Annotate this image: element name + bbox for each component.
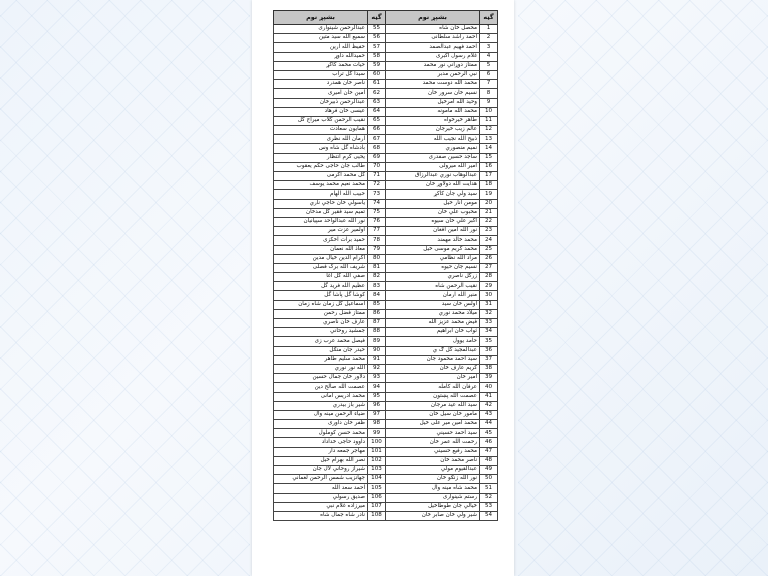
row-number-left: 97 [368, 410, 386, 419]
table-row [274, 337, 498, 346]
row-number-left: 65 [368, 116, 386, 125]
row-name-right: امیر خان [386, 374, 480, 383]
table-row [274, 153, 498, 162]
row-name-right: طاهر خیرخواه [386, 116, 480, 125]
row-name-left: عیسی خان فرهاد [274, 107, 368, 116]
row-name-left: اسماعیل گل زمان شاه زمان [274, 300, 368, 309]
row-number-left: 59 [368, 61, 386, 70]
row-number-left: 98 [368, 420, 386, 429]
row-number-left: 101 [368, 447, 386, 456]
table-body [274, 25, 498, 521]
row-number-right: 36 [480, 346, 498, 355]
table-row [274, 43, 498, 52]
row-name-right: ساجد حسین صفدری [386, 153, 480, 162]
row-name-left: عبدالرحمن شینواری [274, 25, 368, 34]
row-number-right: 9 [480, 98, 498, 107]
row-name-right: فیض محمد عزیز الله [386, 319, 480, 328]
row-number-right: 37 [480, 355, 498, 364]
row-name-left: امین خان امیری [274, 89, 368, 98]
row-name-left: سمیع الله سید متین [274, 34, 368, 43]
table-row [274, 364, 498, 373]
row-number-right: 41 [480, 392, 498, 401]
row-number-left: 72 [368, 181, 386, 190]
row-name-left: نور الله عبدالواحد سپیانیان [274, 217, 368, 226]
row-number-right: 53 [480, 502, 498, 511]
row-name-right: وحید الله امرخیل [386, 98, 480, 107]
row-number-right: 51 [480, 484, 498, 493]
table-row [274, 217, 498, 226]
row-name-right: سید الله عید مرجان [386, 401, 480, 410]
table-row [274, 511, 498, 520]
row-number-right: 47 [480, 447, 498, 456]
row-name-right: ذبیح الله نجیب الله [386, 135, 480, 144]
row-number-left: 74 [368, 199, 386, 208]
row-number-left: 108 [368, 511, 386, 520]
row-number-left: 61 [368, 80, 386, 89]
row-number-right: 50 [480, 475, 498, 484]
row-number-left: 106 [368, 493, 386, 502]
row-name-left: حمید برات اخکزی [274, 236, 368, 245]
row-name-right: نمیم منصوري [386, 144, 480, 153]
row-name-left: دلاور خان جمال حسین [274, 374, 368, 383]
table-row [274, 429, 498, 438]
row-name-right: کریم عارف خان [386, 364, 480, 373]
table-row [274, 34, 498, 43]
row-name-left: شیراز روحاني لال جان [274, 466, 368, 475]
row-number-right: 45 [480, 429, 498, 438]
row-name-right: هدایت الله دولاوړ خان [386, 181, 480, 190]
row-number-right: 20 [480, 199, 498, 208]
row-name-right: محمد کریم موسی خیل [386, 245, 480, 254]
row-number-right: 39 [480, 374, 498, 383]
row-number-left: 87 [368, 319, 386, 328]
row-name-right: احمد راشد سلطانی [386, 34, 480, 43]
table-row [274, 80, 498, 89]
row-name-left: میرزاده غلام نبي [274, 502, 368, 511]
row-number-left: 94 [368, 383, 386, 392]
table-row [274, 493, 498, 502]
table-row [274, 135, 498, 144]
row-number-left: 93 [368, 374, 386, 383]
row-number-right: 8 [480, 89, 498, 98]
row-name-right: احمد فهیم عبدالصمد [386, 43, 480, 52]
table-row [274, 374, 498, 383]
row-number-left: 63 [368, 98, 386, 107]
table-row [274, 502, 498, 511]
row-name-left: گل محمد اکرمی [274, 172, 368, 181]
table-row [274, 273, 498, 282]
row-name-right: خیالي جان طوطاخیل [386, 502, 480, 511]
row-name-left: حیدر جان منګل [274, 346, 368, 355]
table-row [274, 300, 498, 309]
table-row [274, 309, 498, 318]
row-name-right: رحمت الله عمر خان [386, 438, 480, 447]
row-number-left: 66 [368, 126, 386, 135]
row-number-right: 23 [480, 227, 498, 236]
row-name-left: سیدا گل تراب [274, 70, 368, 79]
row-number-left: 103 [368, 466, 386, 475]
row-number-left: 56 [368, 34, 386, 43]
row-number-left: 81 [368, 263, 386, 272]
row-number-left: 68 [368, 144, 386, 153]
table-row [274, 107, 498, 116]
row-number-right: 26 [480, 254, 498, 263]
table-row [274, 61, 498, 70]
row-number-right: 17 [480, 172, 498, 181]
row-name-left: حبیب الله الهام [274, 190, 368, 199]
table-row [274, 98, 498, 107]
row-name-left: اکرام الدین خیال مدین [274, 254, 368, 263]
row-number-left: 67 [368, 135, 386, 144]
row-name-left: حیات محمد کاکړ [274, 61, 368, 70]
row-name-left: عبدالرحمن ذبیرخان [274, 98, 368, 107]
table-row [274, 466, 498, 475]
table-row [274, 447, 498, 456]
row-number-right: 3 [480, 43, 498, 52]
row-number-right: 16 [480, 162, 498, 171]
row-name-right: محمد الله دوست محمد [386, 80, 480, 89]
row-number-right: 42 [480, 401, 498, 410]
row-number-right: 32 [480, 309, 498, 318]
row-number-right: 11 [480, 116, 498, 125]
row-number-left: 64 [368, 107, 386, 116]
row-name-right: عبدالقیوم مولي [386, 466, 480, 475]
row-name-right: ثواب خان ابراهیم [386, 328, 480, 337]
table-row [274, 438, 498, 447]
row-number-right: 15 [480, 153, 498, 162]
table-row [274, 116, 498, 125]
row-name-left: صفي الله گل اغا [274, 273, 368, 282]
row-number-left: 92 [368, 364, 386, 373]
row-name-right: اولس خان سید [386, 300, 480, 309]
row-name-right: عبدالمجید گل ګ ي [386, 346, 480, 355]
row-name-left: تمیم سید فقیر گل مدخان [274, 208, 368, 217]
row-name-left: همایون سعادت [274, 126, 368, 135]
row-number-right: 34 [480, 328, 498, 337]
row-name-right: نسیم جان حیوه [386, 263, 480, 272]
row-number-left: 82 [368, 273, 386, 282]
table-header-row [274, 11, 498, 25]
names-table [273, 10, 498, 521]
row-number-left: 70 [368, 162, 386, 171]
row-name-right: محبوب علي خان [386, 208, 480, 217]
row-number-left: 88 [368, 328, 386, 337]
row-number-left: 91 [368, 355, 386, 364]
row-name-right: محصل خان شاه [386, 25, 480, 34]
row-name-left: شریف الله برگ فصلی [274, 263, 368, 272]
row-name-left: ناصر خان همدرد [274, 80, 368, 89]
row-number-right: 21 [480, 208, 498, 217]
row-name-left: احمد سعد الله [274, 484, 368, 493]
row-name-left: طالب جان حاجی حکم یعقوب [274, 162, 368, 171]
row-name-left: الله نور نوري [274, 364, 368, 373]
table-row [274, 144, 498, 153]
row-number-right: 52 [480, 493, 498, 502]
row-name-right: محمد خالد مهمند [386, 236, 480, 245]
table-row [274, 291, 498, 300]
table-row [274, 172, 498, 181]
row-number-left: 55 [368, 25, 386, 34]
row-number-right: 54 [480, 511, 498, 520]
table-row [274, 484, 498, 493]
row-number-left: 77 [368, 227, 386, 236]
row-number-left: 79 [368, 245, 386, 254]
row-name-left: نصر الله بهرام خیل [274, 456, 368, 465]
row-number-right: 49 [480, 466, 498, 475]
row-name-left: ارمان الله نظری [274, 135, 368, 144]
row-number-right: 27 [480, 263, 498, 272]
row-number-right: 2 [480, 34, 498, 43]
row-number-left: 86 [368, 309, 386, 318]
row-number-right: 7 [480, 80, 498, 89]
row-number-right: 38 [480, 364, 498, 373]
table-row [274, 162, 498, 171]
row-number-right: 6 [480, 70, 498, 79]
row-name-right: نور الله زنګو خان [386, 475, 480, 484]
row-name-left: فیصل محمد عرب زی [274, 337, 368, 346]
row-number-left: 75 [368, 208, 386, 217]
row-name-left: جمشید روحاني [274, 328, 368, 337]
row-name-right: میلاد محمد نوري [386, 309, 480, 318]
table-row [274, 199, 498, 208]
row-name-left: حمیدالله داوړ [274, 52, 368, 61]
table-row [274, 245, 498, 254]
table-row [274, 227, 498, 236]
row-number-right: 5 [480, 61, 498, 70]
row-name-right: محمد شاه مینه وال [386, 484, 480, 493]
row-name-left: جهانزیب شمس الرحمن لغماني [274, 475, 368, 484]
row-name-left: محمد نعیم محمد یوسف [274, 181, 368, 190]
table-row [274, 208, 498, 217]
row-number-left: 84 [368, 291, 386, 300]
row-number-right: 12 [480, 126, 498, 135]
row-name-left: نادر شاه جمال شاه [274, 511, 368, 520]
row-name-left: محمد حسن کوملول [274, 429, 368, 438]
row-number-left: 104 [368, 475, 386, 484]
row-number-left: 83 [368, 282, 386, 291]
table-row [274, 475, 498, 484]
row-number-right: 33 [480, 319, 498, 328]
row-name-left: ظفر خان داوری [274, 420, 368, 429]
row-name-right: نبي الرحمن مدبر [386, 70, 480, 79]
row-name-left: عظیم الله فرید گل [274, 282, 368, 291]
row-name-left: حفیظ الله ارین [274, 43, 368, 52]
table-row [274, 456, 498, 465]
row-name-right: عصمت الله پښتون [386, 392, 480, 401]
row-name-right: سید احمد حسیني [386, 429, 480, 438]
row-number-left: 78 [368, 236, 386, 245]
row-name-right: عبدالوهاب نوري عبدالرزاق [386, 172, 480, 181]
table-row [274, 70, 498, 79]
table-row [274, 126, 498, 135]
row-number-right: 44 [480, 420, 498, 429]
header-number-right: گڼه [480, 11, 498, 25]
row-number-left: 76 [368, 217, 386, 226]
row-name-left: عصمت الله صالح دین [274, 383, 368, 392]
row-name-right: محمد رفیع حسیني [386, 447, 480, 456]
row-number-right: 29 [480, 282, 498, 291]
row-name-left: بادشاه گل شاه وس [274, 144, 368, 153]
row-name-right: محمد امین میر علی خیل [386, 420, 480, 429]
table-row [274, 410, 498, 419]
table-row [274, 319, 498, 328]
row-number-left: 71 [368, 172, 386, 181]
row-name-right: سید احمد محمود جان [386, 355, 480, 364]
table-row [274, 383, 498, 392]
row-number-left: 58 [368, 52, 386, 61]
row-name-right: عالم زیب خیرجان [386, 126, 480, 135]
background-pattern-left [0, 0, 250, 576]
row-name-left: یحیی کرم انتظار [274, 153, 368, 162]
row-name-right: حامد یوول [386, 337, 480, 346]
header-name-right: بشپړ نوم [386, 11, 480, 25]
row-number-left: 90 [368, 346, 386, 355]
row-number-right: 25 [480, 245, 498, 254]
row-number-left: 95 [368, 392, 386, 401]
row-number-right: 10 [480, 107, 498, 116]
table-row [274, 25, 498, 34]
row-number-left: 73 [368, 190, 386, 199]
row-name-right: سید ولي جان کاکړ [386, 190, 480, 199]
row-number-left: 85 [368, 300, 386, 309]
row-number-right: 24 [480, 236, 498, 245]
row-number-left: 60 [368, 70, 386, 79]
row-number-right: 31 [480, 300, 498, 309]
row-name-left: محمد ادریس امانی [274, 392, 368, 401]
row-name-left: ضیاء الرحمن مینه وال [274, 410, 368, 419]
row-name-left: کوشا گل پاشا گل [274, 291, 368, 300]
row-number-right: 35 [480, 337, 498, 346]
row-name-right: ممتاز دوړاني نور محمد [386, 61, 480, 70]
row-number-right: 22 [480, 217, 498, 226]
row-number-left: 99 [368, 429, 386, 438]
row-name-right: رستم شینواری [386, 493, 480, 502]
row-number-right: 30 [480, 291, 498, 300]
row-number-right: 43 [480, 410, 498, 419]
row-number-right: 40 [480, 383, 498, 392]
row-name-right: منیر الله ارمان [386, 291, 480, 300]
row-name-left: اولمیر عزت میر [274, 227, 368, 236]
row-name-right: مراد الله نظامي [386, 254, 480, 263]
row-number-left: 107 [368, 502, 386, 511]
header-number-left: گڼه [368, 11, 386, 25]
row-name-left: یاسولي خان حاجي ناري [274, 199, 368, 208]
row-name-left: صدیق رسولي [274, 493, 368, 502]
table-row [274, 263, 498, 272]
row-name-left: نقیب الرحمن گلاب میراج گل [274, 116, 368, 125]
row-number-right: 13 [480, 135, 498, 144]
row-name-left: معاذ الله نعمان [274, 245, 368, 254]
row-number-right: 28 [480, 273, 498, 282]
table-row [274, 346, 498, 355]
table-row [274, 401, 498, 410]
row-name-left: عارف خان ناصري [274, 319, 368, 328]
table-row [274, 420, 498, 429]
table-row [274, 181, 498, 190]
row-name-right: نور الله امین افغان [386, 227, 480, 236]
row-number-right: 19 [480, 190, 498, 199]
table-row [274, 355, 498, 364]
row-name-left: محمد سلیم طاهر [274, 355, 368, 364]
row-number-left: 100 [368, 438, 386, 447]
row-number-right: 1 [480, 25, 498, 34]
table-row [274, 89, 498, 98]
row-name-right: نقیب الرحمن شاه [386, 282, 480, 291]
table-row [274, 254, 498, 263]
row-number-left: 105 [368, 484, 386, 493]
row-name-left: داوود حاجی خداداد [274, 438, 368, 447]
table-row [274, 328, 498, 337]
row-number-right: 4 [480, 52, 498, 61]
row-number-left: 89 [368, 337, 386, 346]
row-name-right: زرگل ناصري [386, 273, 480, 282]
row-number-right: 48 [480, 456, 498, 465]
row-number-left: 69 [368, 153, 386, 162]
table-row [274, 282, 498, 291]
row-number-right: 46 [480, 438, 498, 447]
row-name-right: ناصر محمد خان [386, 456, 480, 465]
row-name-left: مهاجر جمعه دار [274, 447, 368, 456]
row-number-left: 96 [368, 401, 386, 410]
row-name-right: امیر الله میرولی [386, 162, 480, 171]
row-name-right: نسیم خان سرور خان [386, 89, 480, 98]
row-number-right: 18 [480, 181, 498, 190]
row-name-right: مومن انار خیل [386, 199, 480, 208]
row-number-left: 80 [368, 254, 386, 263]
header-name-left: بشپړ نوم [274, 11, 368, 25]
table-row [274, 236, 498, 245]
row-number-right: 14 [480, 144, 498, 153]
row-name-right: اکبر علي خان سیوه [386, 217, 480, 226]
row-name-right: شیر ولي خان صابر خان [386, 511, 480, 520]
row-name-left: ممتاز فضل رحمن [274, 309, 368, 318]
row-number-left: 57 [368, 43, 386, 52]
table-row [274, 392, 498, 401]
row-name-right: عرفان الله کامله [386, 383, 480, 392]
row-name-right: محمد الله مامونه [386, 107, 480, 116]
table-row [274, 190, 498, 199]
table-row [274, 52, 498, 61]
row-name-left: شیر باز بیدري [274, 401, 368, 410]
background-pattern-right [518, 0, 768, 576]
row-name-right: غلام رسول اکبری [386, 52, 480, 61]
row-number-left: 102 [368, 456, 386, 465]
row-number-left: 62 [368, 89, 386, 98]
row-name-right: مامور خان سیل خان [386, 410, 480, 419]
